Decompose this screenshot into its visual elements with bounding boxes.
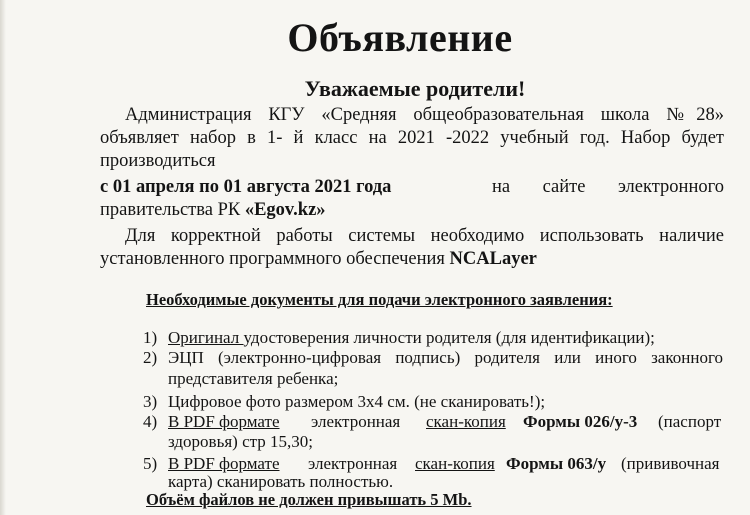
item-number: 4) (143, 412, 158, 431)
documents-heading: Необходимые документы для подачи электронного заявления: (146, 290, 613, 309)
item-number: 1) (143, 328, 158, 347)
page-subtitle: Уважаемые родители! (304, 76, 526, 101)
item-tail: (паспорт (658, 412, 722, 431)
item-number: 5) (143, 454, 158, 473)
intro-line-3: производиться (100, 151, 216, 171)
intro-site-line (100, 199, 326, 221)
item-form-bold: Формы 026/у-3 (523, 412, 638, 431)
item-continuation: здоровья) стр 15,30; (168, 432, 313, 451)
dates-bold: с 01 апреля по 01 августа 2021 года (100, 177, 392, 197)
site-bold: «Egov.kz» (244, 200, 326, 220)
software-prefix: установленного программного обеспечения (100, 249, 450, 269)
intro-line-2: объявляет набор в 1- й класс на 2021 -2022 учебный год. Набор будет (100, 128, 724, 148)
page-title: Объявление (287, 15, 513, 60)
item-mid: электронная (311, 412, 401, 431)
item-underlined: В PDF формате (168, 412, 280, 431)
software-bold: NCALayer (449, 249, 537, 269)
file-size-note: Объём файлов не должен привышать 5 Mb. (146, 490, 472, 509)
item-continuation: представителя ребенка; (168, 369, 339, 388)
item-underlined: Оригинал (168, 328, 244, 347)
item-text: ЭЦП (электронно-цифровая подпись) родителя или иного законного (168, 348, 723, 367)
site-prefix: правительства РК (100, 200, 245, 220)
item-number: 3) (143, 392, 158, 411)
dates-rest: на сайте электронного (492, 177, 724, 197)
item-number: 2) (143, 348, 158, 367)
intro-software-line (100, 248, 537, 270)
item-text: Цифровое фото размером 3х4 см. (не сканировать!); (168, 392, 546, 411)
intro-line-1: Администрация КГУ «Средняя общеобразовательная школа №28» (125, 105, 724, 125)
item-underlined: В PDF формате (168, 454, 280, 473)
item-text: удостоверения личности родителя (для идентификации); (243, 328, 655, 347)
item-continuation: карта) сканировать полностью. (168, 472, 394, 491)
item-mid: электронная (308, 454, 398, 473)
item-form-bold: Формы 063/у (506, 454, 607, 473)
intro-line-6: Для корректной работы системы необходимо использовать наличие (125, 226, 724, 246)
intro-dates-line (100, 176, 724, 198)
item-tail: (прививочная (621, 454, 720, 473)
item-scan: скан-копия (426, 412, 506, 431)
item-scan: скан-копия (415, 454, 495, 473)
